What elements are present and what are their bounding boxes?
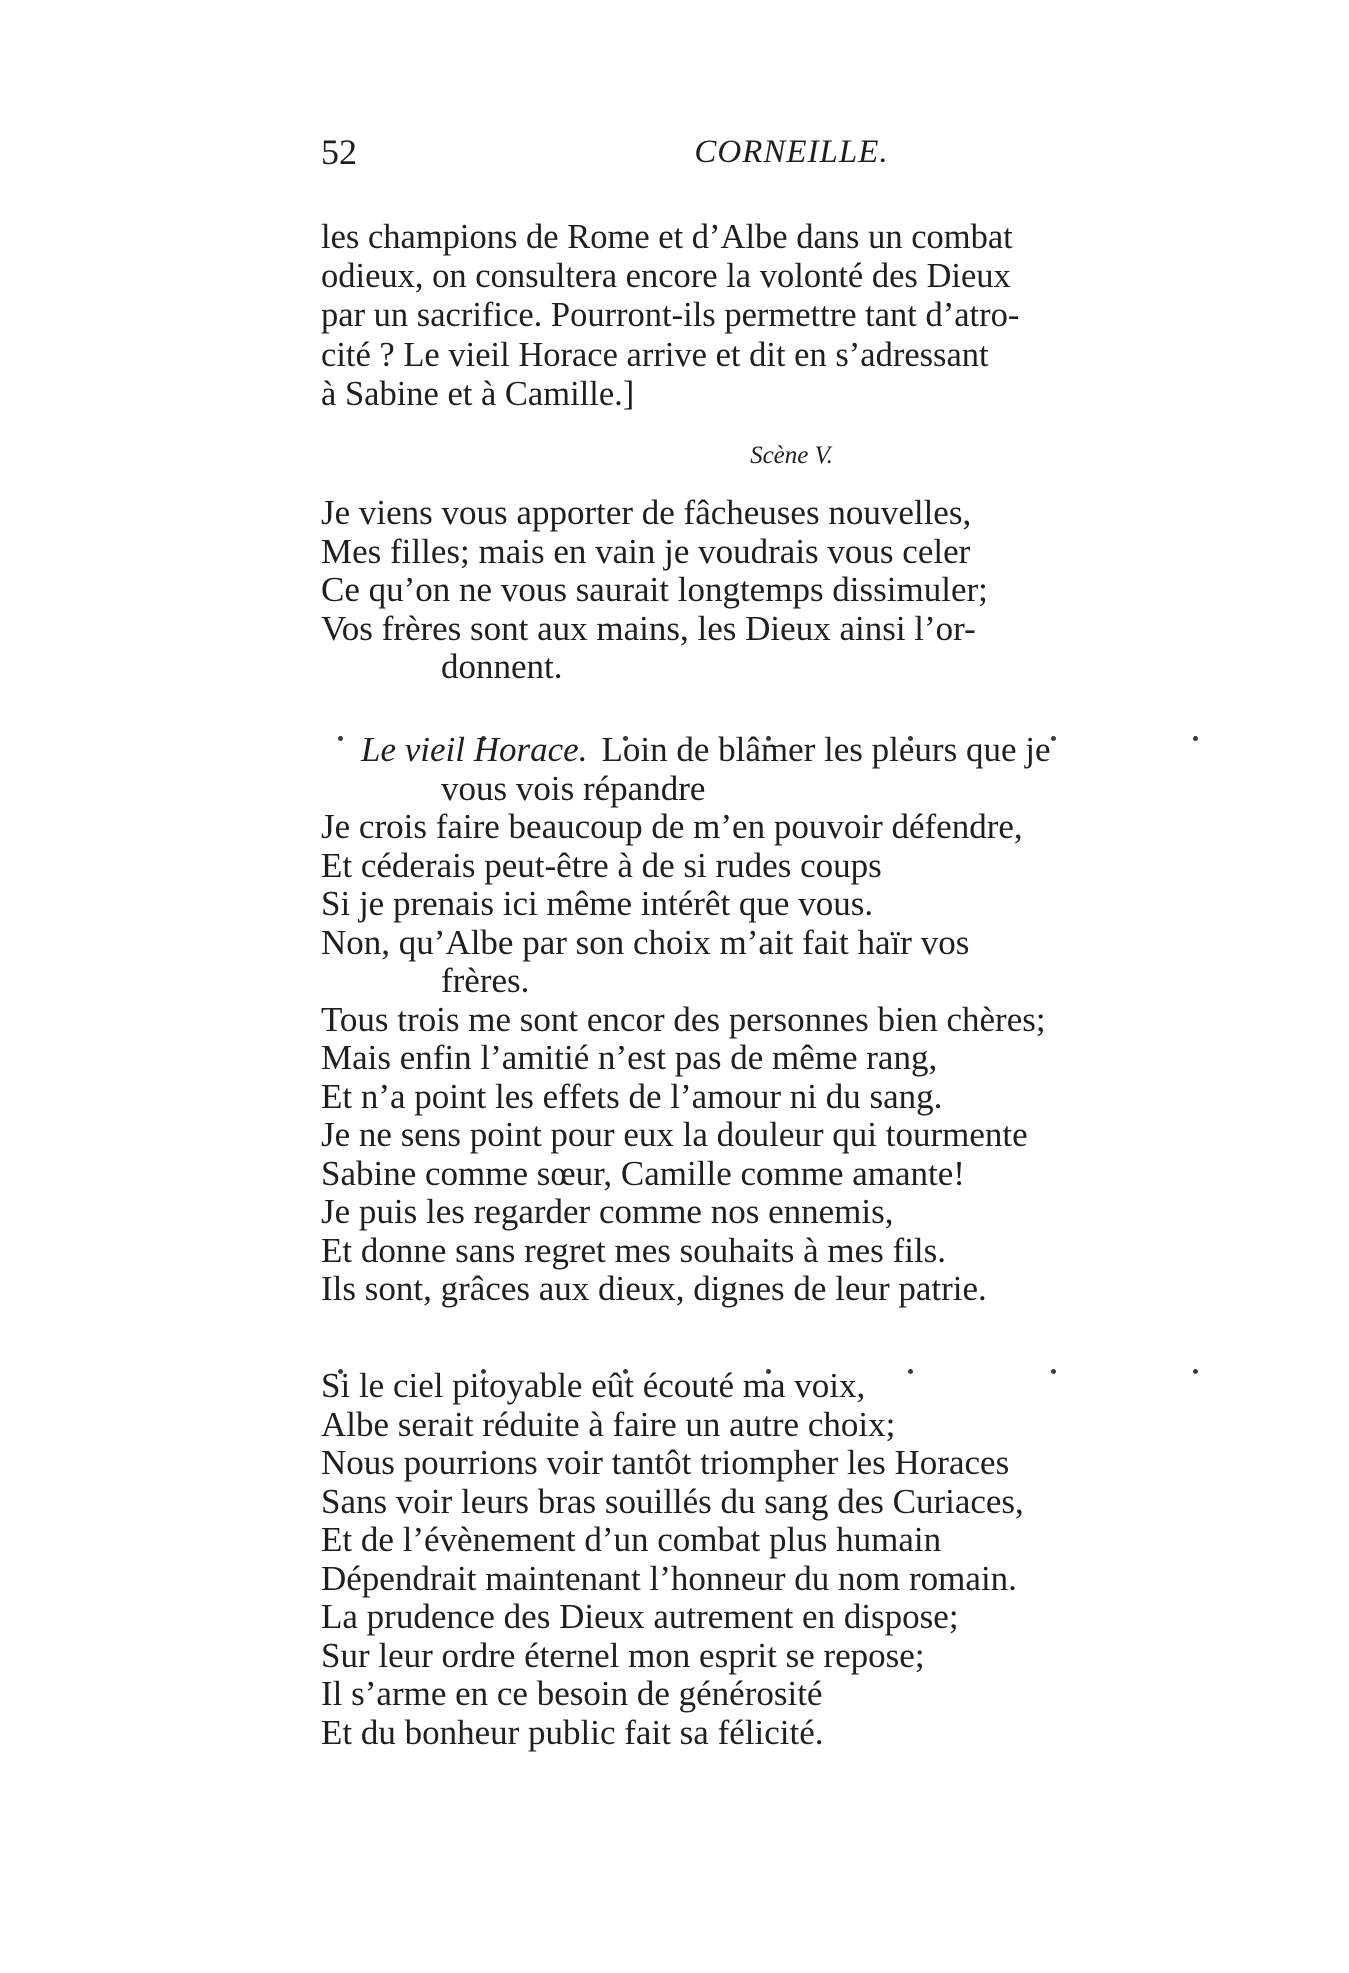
verse-line: Je viens vous apporter de fâcheuses nouvelles, — [321, 493, 972, 532]
verse-line: Non, qu’Albe par son choix m’ait fait haïr vos — [321, 922, 970, 962]
speaker-line — [321, 731, 1262, 770]
prose-line: odieux, on consultera encore la volonté des Dieux — [321, 257, 1011, 296]
verse-line: Mais enfin l’amitié n’est pas de même rang, — [321, 1038, 938, 1077]
verse-line: Et du bonheur public fait sa félicité. — [321, 1712, 824, 1752]
verse-line: Si je prenais ici même intérêt que vous. — [321, 884, 874, 923]
verse-line: Albe serait réduite à faire un autre choix; — [321, 1404, 896, 1444]
verse-line: Il s’arme en ce besoin de générosité — [321, 1674, 823, 1713]
verse-line: Je ne sens point pour eux la douleur qui tourmente — [321, 1115, 1028, 1154]
prose-line: à Sabine et à Camille.] — [321, 374, 635, 413]
speaker-name: Le vieil Horace. — [361, 730, 588, 769]
verse-block-1 — [321, 494, 1262, 687]
verse-line: Et de l’évènement d’un combat plus humain — [321, 1520, 942, 1559]
verse-line: Vos frères sont aux mains, les Dieux ainsi l’or- — [321, 608, 976, 648]
verse-line: Et donne sans regret mes souhaits à mes fils. — [321, 1230, 947, 1270]
verse-line: Loin de blâmer les pleurs que je — [601, 730, 1051, 769]
verse-line: Ils sont, grâces aux dieux, dignes de leur patrie. — [321, 1269, 987, 1308]
prose-line: cité ? Le vieil Horace arrive et dit en s’adressant — [321, 335, 989, 374]
verse-line: Si le ciel pitoyable eût écouté ma voix, — [321, 1366, 866, 1405]
verse-line: Sabine comme sœur, Camille comme amante! — [321, 1153, 965, 1193]
page-number: 52 — [321, 132, 357, 172]
verse-line-continuation: frères. — [441, 961, 530, 1000]
summary-paragraph — [321, 218, 1262, 414]
prose-line: les champions de Rome et d’Albe dans un combat — [321, 218, 1013, 256]
verse-line: Mes filles; mais en vain je voudrais vous celer — [321, 531, 971, 571]
verse-block-2 — [321, 731, 1262, 1309]
verse-line: Nous pourrions voir tantôt triompher les Horaces — [321, 1443, 1010, 1482]
verse-line: Je crois faire beaucoup de m’en pouvoir défendre, — [321, 807, 1023, 846]
verse-line: Tous trois me sont encor des personnes bien chères; — [321, 999, 1046, 1039]
prose-line: par un sacrifice. Pourront-ils permettre tant d’atro- — [321, 296, 1020, 335]
verse-line-continuation: donnent. — [441, 647, 563, 686]
scene-heading: Scène V. — [750, 442, 833, 469]
verse-line: Je puis les regarder comme nos ennemis, — [321, 1192, 894, 1231]
verse-line: Dépendrait maintenant l’honneur du nom romain. — [321, 1558, 1017, 1598]
running-title: CORNEILLE. — [694, 134, 889, 170]
verse-line: Et n’a point les effets de l’amour ni du sang. — [321, 1076, 943, 1116]
verse-line: Sur leur ordre éternel mon esprit se repose; — [321, 1635, 925, 1675]
verse-block-3 — [321, 1367, 1262, 1752]
verse-line: La prudence des Dieux autrement en dispose; — [321, 1597, 959, 1636]
verse-line: Et céderais peut-être à de si rudes coups — [321, 845, 882, 885]
verse-line-continuation: vous vois répandre — [441, 768, 706, 808]
running-head — [321, 130, 1262, 174]
verse-line: Sans voir leurs bras souillés du sang des Curiaces, — [321, 1481, 1024, 1521]
verse-line: Ce qu’on ne vous saurait longtemps dissimuler; — [321, 570, 988, 609]
